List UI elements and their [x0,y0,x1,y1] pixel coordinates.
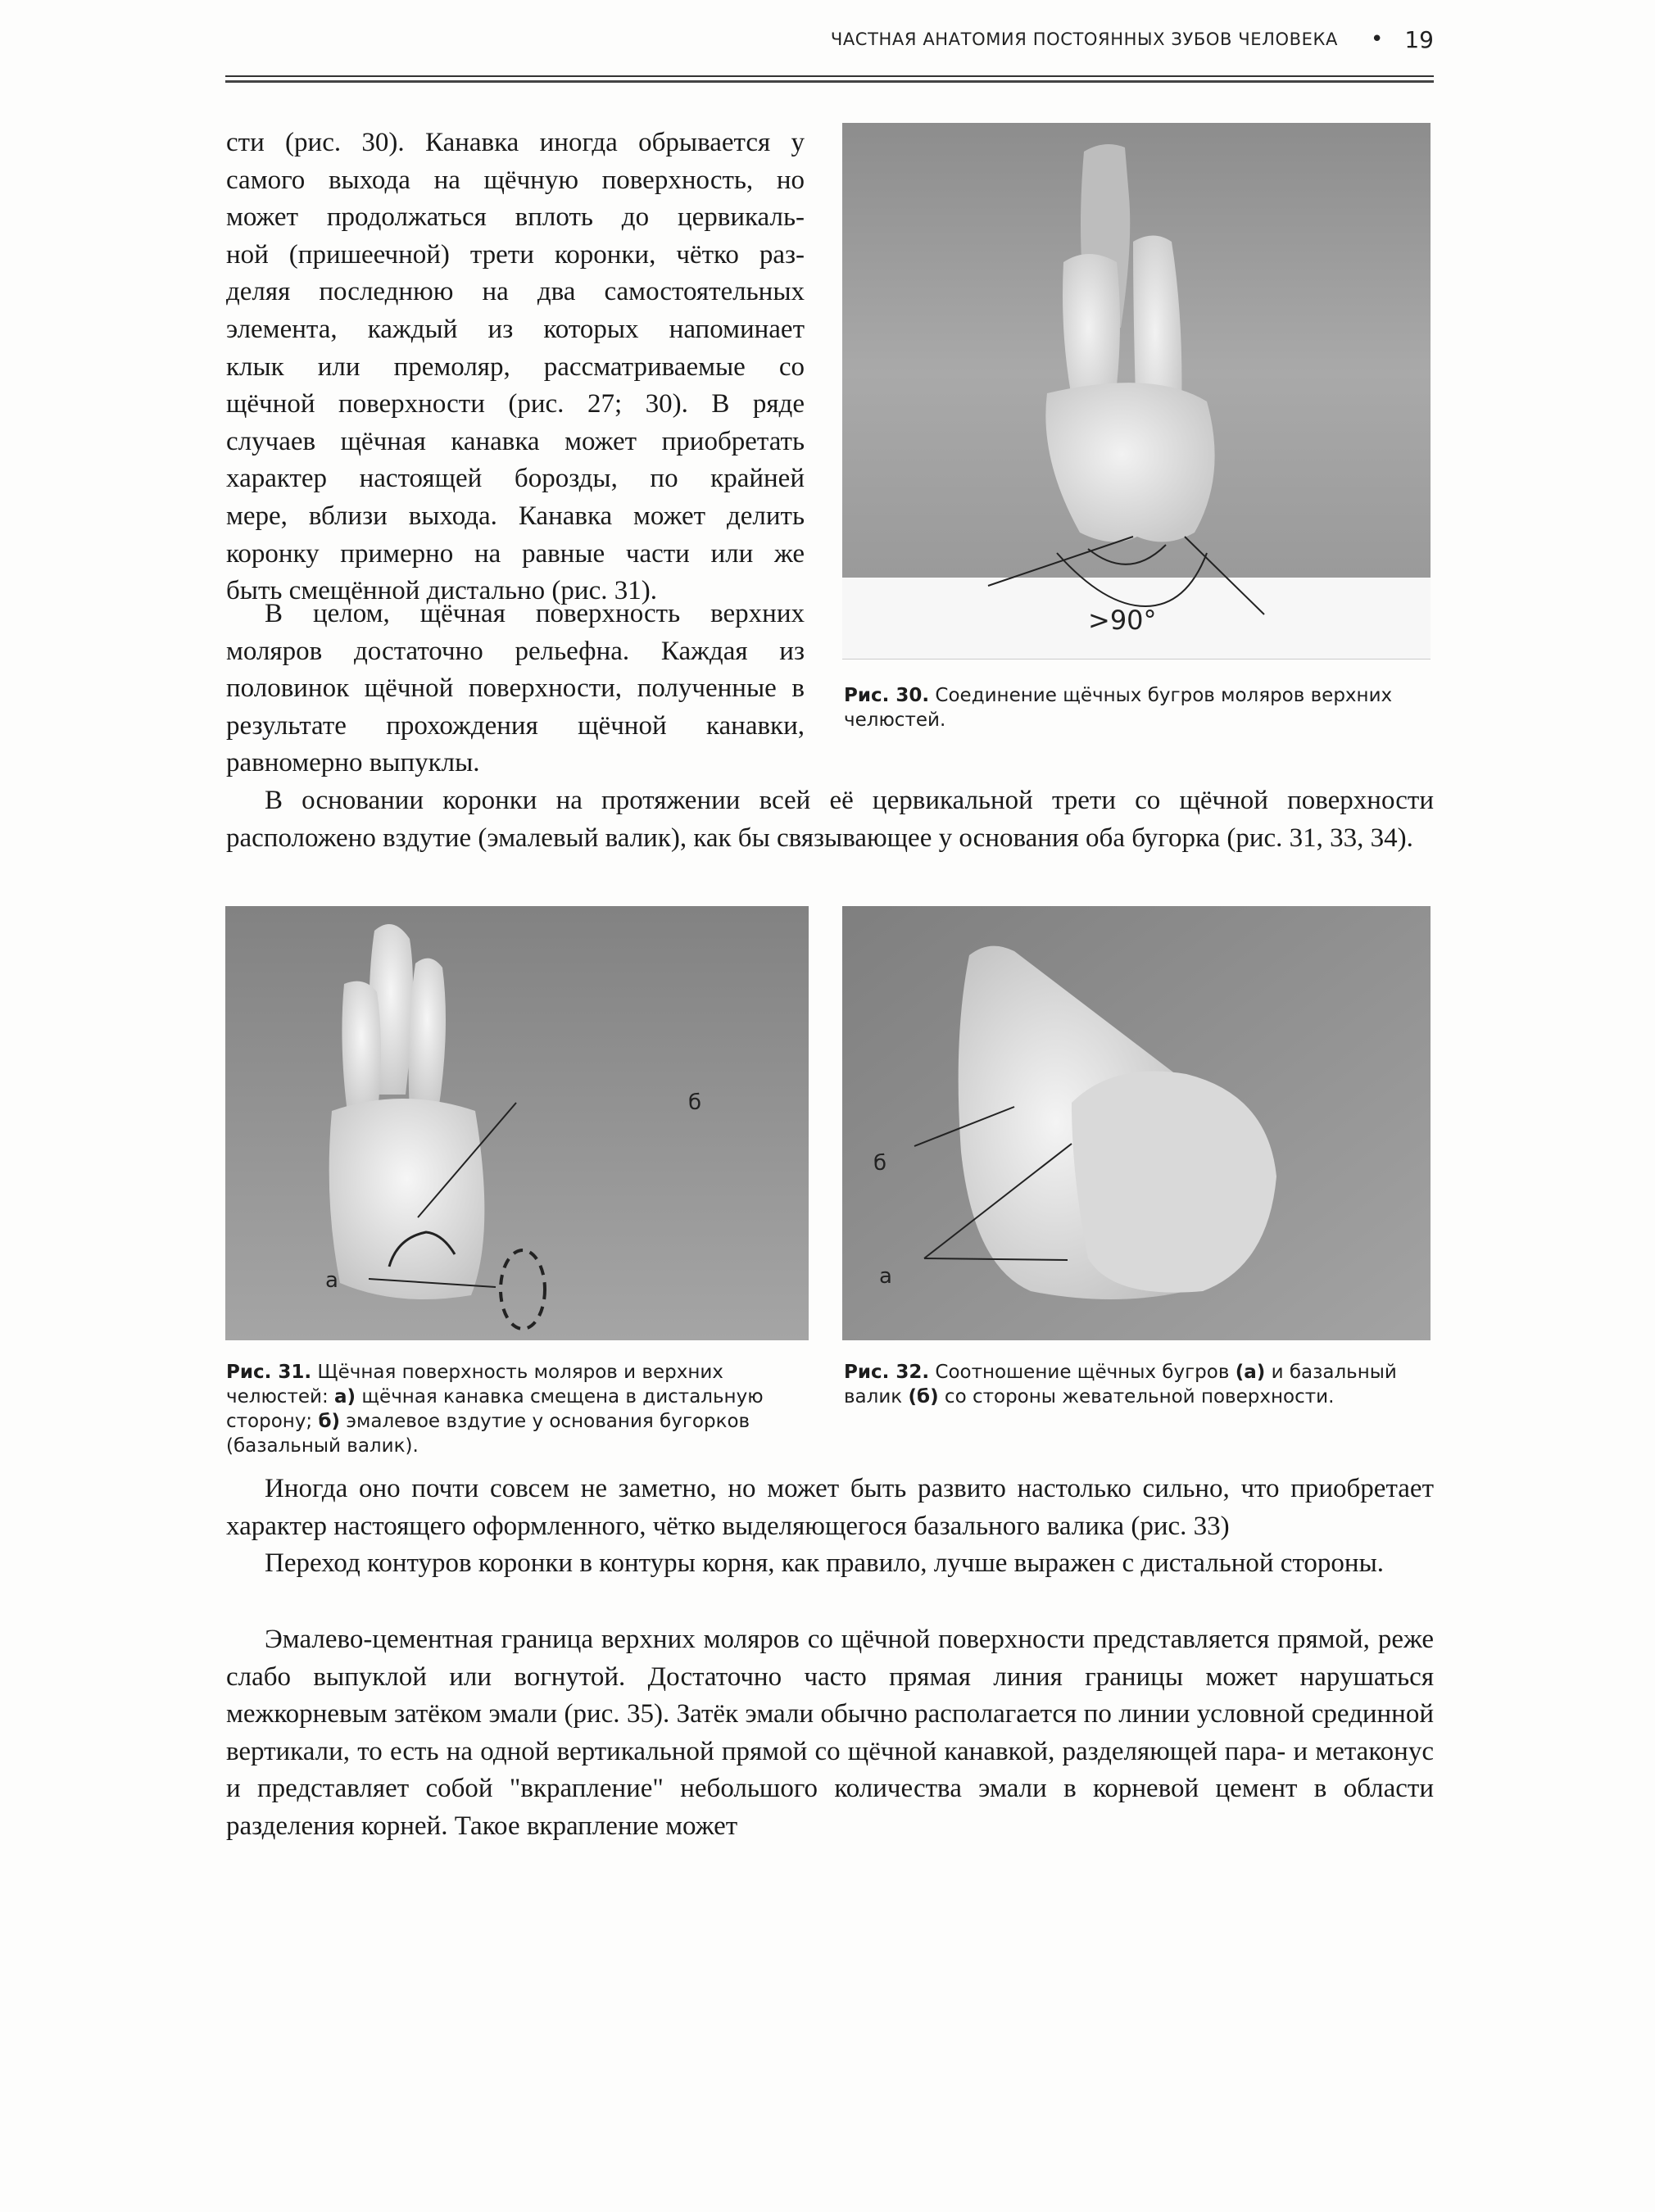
running-header [803,23,1434,56]
figure-31-caption-b-text: эмалевое вздутие у основания бугорков (базальный валик). [226,1411,750,1457]
figure-32-caption-label: Рис. 32. [844,1362,930,1383]
figure-30-caption-text: Соединение щёчных бугров моляров верхних челюстей. [844,685,1393,731]
figure-30-caption-label: Рис. 30. [844,685,930,706]
figure-30-photo [842,123,1431,660]
figure-31-label-b: б [688,1090,702,1115]
figure-32-label-a: а [879,1264,892,1289]
column-line: клык или премоляр, рассматриваемые со [226,351,805,382]
root-shape-2 [409,959,446,1111]
running-title: ЧАСТНАЯ АНАТОМИЯ ПОСТОЯННЫХ ЗУБОВ ЧЕЛОВЕКА [830,29,1339,49]
figure-31-caption [226,1360,809,1458]
paragraph-crown-root: Переход контуров коронки в контуры корня, как правило, лучше выражен с дистальной стороны. [265,1548,1385,1578]
column-lines [226,125,805,610]
column-line: мере, вблизи выхода. Канавка может делить [226,501,805,531]
root-shape-3 [342,981,381,1119]
column-paragraph-2: В целом, щёчная поверхность верхних моляров достаточно рельефна. Каждая из половинок щёчной поверхности, полученные в результате прохождения щёчной канавки, равномерно выпуклы. [226,599,805,778]
figure-31-caption-a-text: щёчная канавка смещена в дистальную сторону; [226,1386,764,1432]
header-rule [225,75,1434,77]
column-line: характер настоящей борозды, по крайней [226,464,805,494]
figure-31-caption-b-label: б) [318,1411,341,1432]
figure-32-caption-text-2: и базальный валик [844,1362,1397,1407]
column-line: коронку примерно на равные части или же [226,538,805,569]
figure-31-caption-label: Рис. 31. [226,1362,312,1383]
figure-31-image [225,906,809,1340]
column-line: случаев щёчная канавка может приобретать [226,426,805,456]
header-bullet: • [1371,27,1384,52]
column-line: быть смещённой дистально (рис. 31). [226,576,657,606]
column-line: элемента, каждый из которых напоминает [226,314,805,344]
column-line: самого выхода на щёчную поверхность, но [226,165,805,195]
full-width-paragraph: В основании коронки на протяжении всей её цервикальной трети со щёчной поверхности расположено вздутие (эмалевый валик), как бы связывающее у основания оба бугорка (рис. 31, 33, 34). [226,786,1434,853]
figure-32-caption-a: (а) [1235,1362,1266,1383]
column-line: может продолжаться вплоть до цервикаль- [226,202,805,233]
figure-32-photo [842,906,1431,1340]
figure-32-caption-text-1: Соотношение щёчных бугров [935,1362,1230,1383]
paragraph-basal-ridge: Иногда оно почти совсем не заметно, но может быть развито настолько сильно, что приобретает характер настоящего оформленного, чётко выделяющегося базального валика (рис. 33) [226,1474,1434,1541]
figure-31-photo [225,906,809,1340]
figure-31-label-a: а [325,1268,338,1293]
header-rule-thick [225,80,1434,83]
figure-32-caption [844,1360,1434,1409]
column-line: щёчной поверхности (рис. 27; 30). В ряде [226,389,805,419]
crown-shape [329,1099,485,1299]
figure-32-caption-b: (б) [908,1386,939,1407]
page-number: 19 [1404,25,1434,53]
figure-30-caption [844,683,1434,732]
paragraph-enamel-border: Эмалево-цементная граница верхних моляров со щёчной поверхности представляется прямой, реже слабо выпуклой или вогнутой. Достаточно часто прямая линия границы может нарушаться межкорневым затёком эмали (рис. 35). Затёк эмали обычно располагается по линии условной срединной вертикали, то есть на одной вертикальной прямой со щёчной канавкой, разделяющей пара- и метаконус и представляет собой "вкрапление" небольшого количества эмали в корневой цемент в области разделения корней. Такое вкрапление может [226,1625,1434,1841]
column-line: сти (рис. 30). Канавка иногда обрывается у [226,128,805,157]
figure-32-caption-text-3: со стороны жевательной поверхности. [944,1386,1335,1407]
column-line: ной (пришеечной) трети коронки, чётко раз- [226,239,805,270]
angle-label: >90° [1088,605,1157,636]
column-text [226,125,805,610]
figure-31-caption-a-label: а) [334,1386,356,1407]
figure-30-image [842,123,1431,660]
figure-32-image [842,906,1431,1340]
column-line: деляя последнюю на два самостоятельных [226,277,805,307]
figure-32-label-b: б [873,1151,887,1176]
figure-31-caption-text: Щёчная поверхность моляров и верхних челюстей: [226,1362,723,1407]
